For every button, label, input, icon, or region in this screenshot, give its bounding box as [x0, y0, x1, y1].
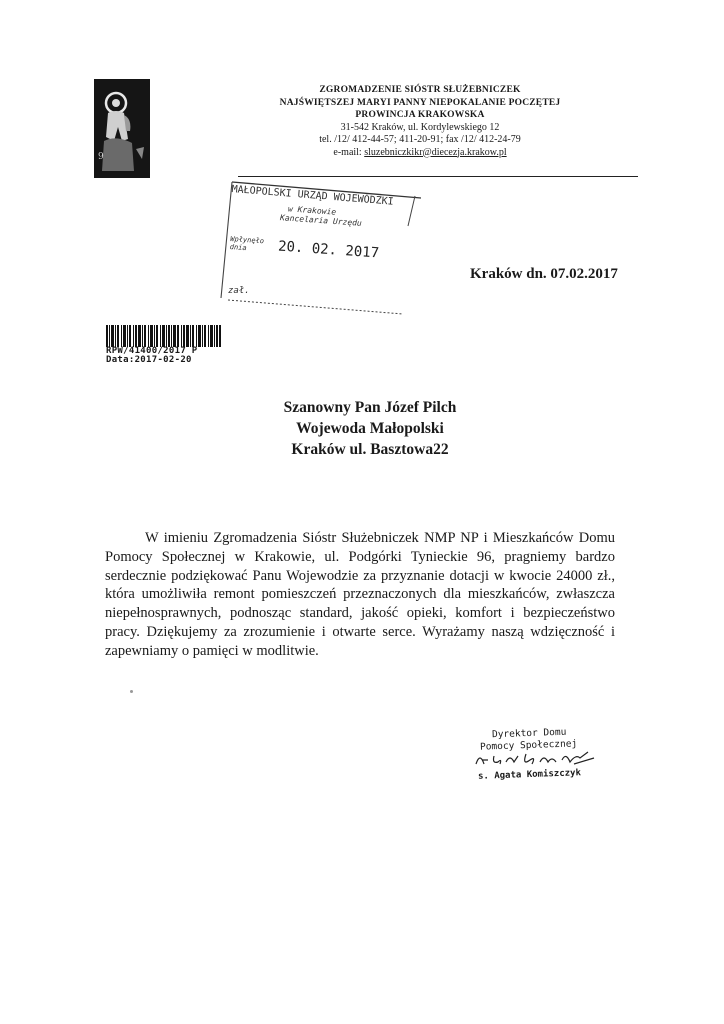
- addressee-name: Szanowny Pan Józef Pilch: [283, 399, 457, 416]
- stamp-received-label: Wpłynęło dnia: [229, 234, 265, 253]
- stamp-office: MAŁOPOLSKI URZĄD WOJEWÓDZKI: [231, 184, 395, 208]
- congregation-logo: [94, 79, 150, 178]
- stamp-city: w Krakowie: [287, 204, 337, 217]
- receipt-stamp: [218, 178, 421, 318]
- email-link[interactable]: sluzebniczkikr@diecezja.krakow.pl: [364, 146, 507, 158]
- letterhead-phones: tel. /12/ 412-44-57; 411-20-91; fax /12/ 412-24-79: [319, 134, 521, 145]
- addressee-block: [235, 397, 505, 460]
- scan-speck: [130, 690, 133, 693]
- congregation-subtitle: NAJŚWIĘTSZEJ MARYI PANNY NIEPOKALANIE POCZĘTEJ: [279, 97, 561, 108]
- signature-name: s. Agata Komiszczyk: [477, 768, 582, 782]
- registration-date: Data:2017-02-20: [106, 355, 192, 365]
- letterhead-address: 31-542 Kraków, ul. Kordylewskiego 12: [340, 121, 500, 133]
- letter-body: W imieniu Zgromadzenia Sióstr Służebniczek NMP NP i Mieszkańców Domu Pomocy Społecznej w Krakowie, ul. Podgórki Tynieckie 96, pragniemy bardzo serdecznie podziękować Panu Wojewodzie za przyznanie dotacji w kwocie 24000 zł., która umożliwiła remont pomieszczeń przeznaczonych dla mieszkańców, zwłaszcza niepełnosprawnych, podnosząc standard, jakość opieki, komfort i bezpieczeństwo pracy. Dziękujemy za zrozumienie i otwarte serce. Wyrażamy naszą wdzięczność i zapewniamy o pamięci w modlitwie.: [105, 530, 615, 659]
- signature-role-line2: Pomocy Społecznej: [479, 738, 578, 753]
- stamp-attachment-label: zał.: [228, 286, 250, 296]
- handwritten-signature: [470, 748, 600, 770]
- province-name: PROWINCJA KRAKOWSKA: [355, 110, 485, 120]
- email-label: e-mail:: [333, 146, 365, 158]
- registration-barcode: [106, 325, 221, 347]
- signature-stamp: [470, 728, 600, 788]
- addressee-title: Wojewoda Małopolski: [296, 420, 444, 437]
- registration-id: RPW/41400/2017 P: [106, 346, 198, 356]
- letterhead: [220, 84, 620, 159]
- svg-text:9: 9: [98, 152, 104, 162]
- stamp-office-unit: Kancelaria Urzędu: [279, 213, 363, 228]
- letter-date: Kraków dn. 07.02.2017: [470, 266, 618, 282]
- stamp-received-date: 20. 02. 2017: [277, 238, 380, 262]
- signature-role-line1: Dyrektor Domu: [491, 726, 567, 741]
- congregation-name: ZGROMADZENIE SIÓSTR SŁUŻEBNICZEK: [319, 85, 521, 95]
- addressee-address: Kraków ul. Basztowa22: [291, 441, 449, 458]
- registration-number: [106, 347, 198, 365]
- header-divider: [238, 176, 638, 177]
- letterhead-email-line: [220, 147, 620, 160]
